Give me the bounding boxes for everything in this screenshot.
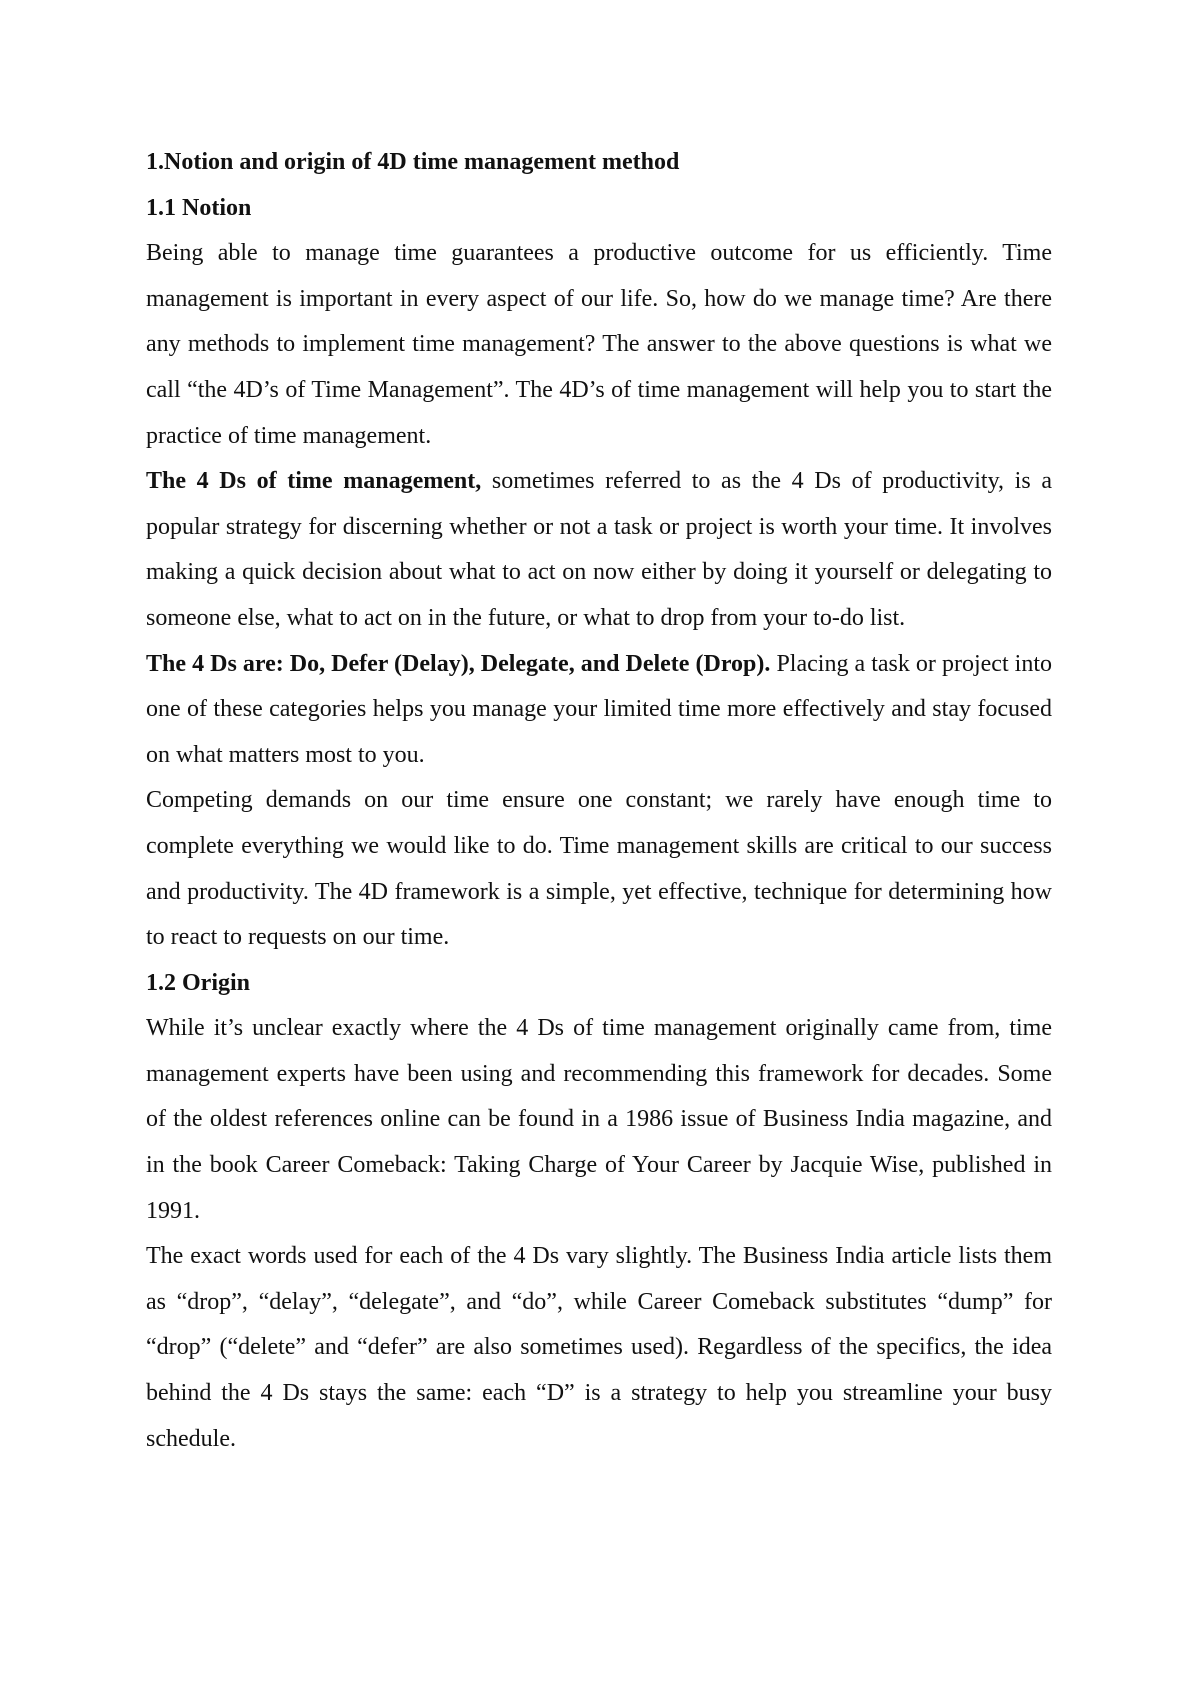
bold-lead-4ds-list: The 4 Ds are: Do, Defer (Delay), Delegate, and Delete (Drop).: [146, 650, 771, 677]
bold-lead-4ds-definition: The 4 Ds of time management,: [146, 468, 482, 495]
subsection-heading-origin: 1.2 Origin: [146, 969, 251, 996]
paragraph-4ds-definition: [146, 459, 1052, 641]
document-body: [146, 140, 1052, 1462]
paragraph-4ds-list-text: Placing a task or project into one of these categories helps you manage your limited time more effectively and stay focused on what matters most to you.: [146, 650, 1053, 768]
paragraph-4ds-definition-text: sometimes referred to as the 4 Ds of productivity, is a popular strategy for discerning whether or not a task or project is worth your time. It involves making a quick decision about what to act on now either by doing it yourself or delegating to someone else, what to act on in the future, or what to drop from your to-do list.: [146, 468, 1052, 631]
paragraph-notion-intro: Being able to manage time guarantees a productive outcome for us efficiently. Time management is important in every aspect of our life. So, how do we manage time? Are there any methods to implement time management? The answer to the above questions is what we call “the 4D’s of Time Management”. The 4D’s of time management will help you to start the practice of time management.: [146, 240, 1052, 449]
paragraph-origin: While it’s unclear exactly where the 4 Ds of time management originally came from, time management experts have been using and recommending this framework for decades. Some of the oldest references online can be found in a 1986 issue of Business India magazine, and in the book Career Comeback: Taking Charge of Your Career by Jacquie Wise, published in 1991.: [146, 1015, 1052, 1224]
subsection-heading-notion: 1.1 Notion: [146, 194, 252, 221]
paragraph-4ds-list: [146, 642, 1052, 779]
section-heading: 1.Notion and origin of 4D time management method: [146, 149, 680, 175]
paragraph-competing-demands: Competing demands on our time ensure one constant; we rarely have enough time to complete everything we would like to do. Time management skills are critical to our success and productivity. The 4D framework is a simple, yet effective, technique for determining how to react to requests on our time.: [146, 787, 1052, 951]
paragraph-words-vary: The exact words used for each of the 4 Ds vary slightly. The Business India article lists them as “drop”, “delay”, “delegate”, and “do”, while Career Comeback substitutes “dump” for “drop” (“delete” and “defer” are also sometimes used). Regardless of the specifics, the idea behind the 4 Ds stays the same: each “D” is a strategy to help you streamline your busy schedule.: [146, 1243, 1052, 1452]
